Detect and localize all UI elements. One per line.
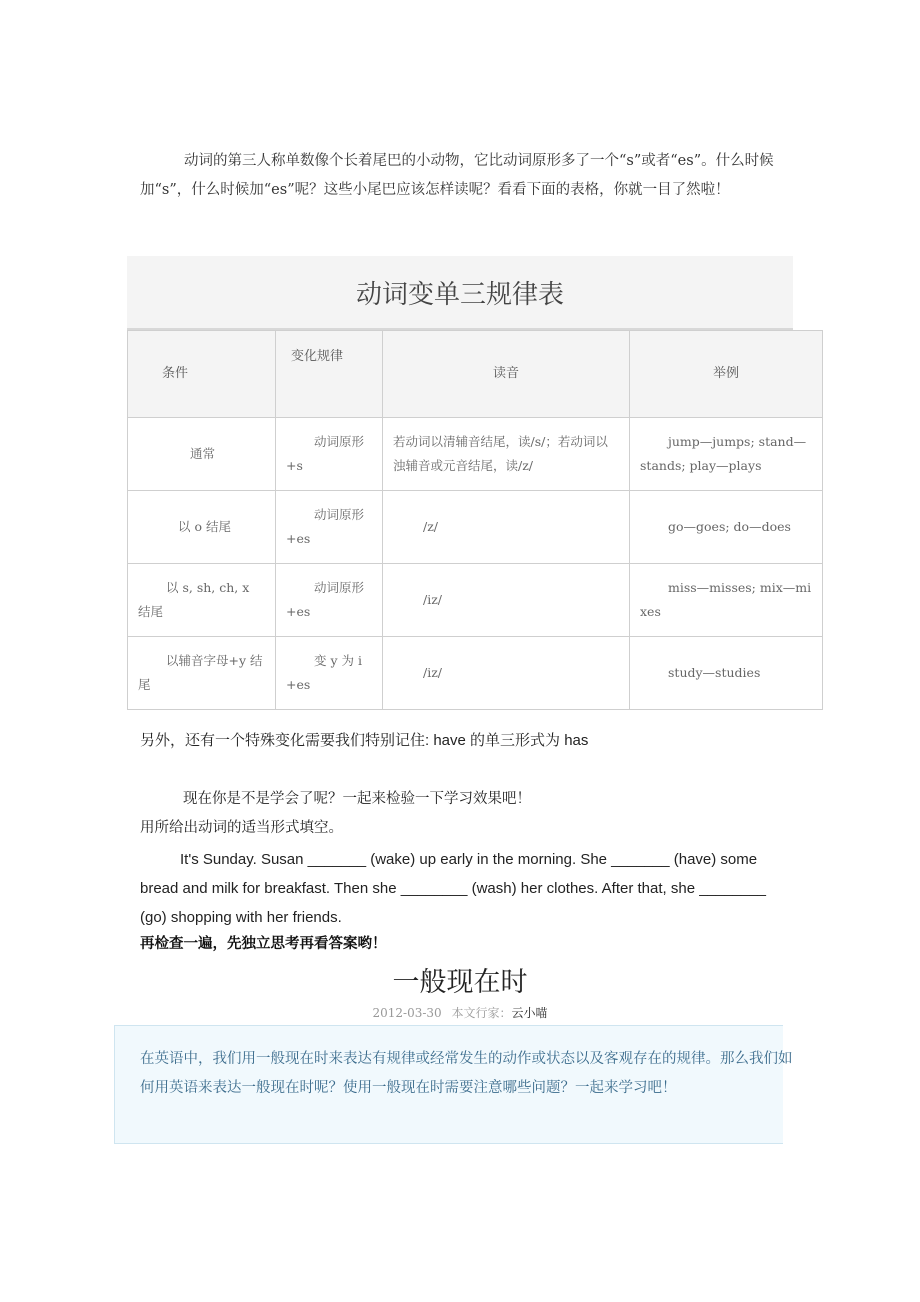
cell-example: study—studies [630,637,823,710]
article-meta [0,1004,920,1021]
cell-rule: 动词原形+es [276,491,383,564]
header-condition: 条件 [128,331,276,418]
cell-condition: 以 o 结尾 [128,491,276,564]
article-date: 2012-03-30 [372,1006,442,1020]
cell-rule: 变 y 为 i +es [276,637,383,710]
author-label: 本文行家： [451,1006,512,1020]
rules-grid [127,330,823,710]
header-rule: 变化规律 [276,331,383,418]
header-pronunciation: 读音 [383,331,630,418]
author-name[interactable]: 云小喵 [511,1006,548,1020]
cell-pronunciation: /z/ [383,491,630,564]
table-title: 动词变单三规律表 [127,256,793,330]
cell-condition: 以辅音字母+y 结尾 [128,637,276,710]
cell-pronunciation: /iz/ [383,637,630,710]
cell-condition: 通常 [128,418,276,491]
cell-pronunciation: 若动词以清辅音结尾，读/s/；若动词以浊辅音或元音结尾，读/z/ [383,418,630,491]
intro-paragraph: 动词的第三人称单数像个长着尾巴的小动物，它比动词原形多了一个“s”或者“es”。什么时候加“s”，什么时候加“es”呢？这些小尾巴应该怎样读呢？看看下面的表格，你就一目了然啦！ [140,153,774,198]
summary-text: 在英语中，我们用一般现在时来表达有规律或经常发生的动作或状态以及客观存在的规律。那么我们如何用英语来表达一般现在时呢？使用一般现在时需要注意哪些问题？一起来学习吧！ [140,1051,793,1096]
cell-condition: 以 s, sh, ch, x 结尾 [128,564,276,637]
exercise-paragraph: It's Sunday. Susan _______ (wake) up early in the morning. She _______ (have) some bread and milk for breakfast. Then she ________ (wash) her clothes. After that, she ________ (go) shopping with her friends. [140,851,766,926]
table-header-row [128,331,823,418]
table-row [128,418,823,491]
table-row [128,491,823,564]
article-title: 一般现在时 [392,967,528,998]
cell-pronunciation: /iz/ [383,564,630,637]
cell-rule: 动词原形+es [276,564,383,637]
cell-example: jump—jumps; stand—stands; play—plays [630,418,823,491]
table-row [128,564,823,637]
fill-in-instruction: 用所给出动词的适当形式填空。 [140,820,343,836]
rules-table [127,256,812,710]
table-row [128,637,823,710]
check-again-note: 再检查一遍，先独立思考再看答案哟！ [140,935,387,952]
cell-rule: 动词原形+s [276,418,383,491]
check-learning-line: 现在你是不是学会了呢？一起来检验一下学习效果吧！ [183,791,531,807]
cell-example: go—goes; do—does [630,491,823,564]
header-example: 举例 [630,331,823,418]
special-change-note: 另外，还有一个特殊变化需要我们特别记住: have 的单三形式为 has [140,732,589,749]
cell-example: miss—misses; mix—mixes [630,564,823,637]
